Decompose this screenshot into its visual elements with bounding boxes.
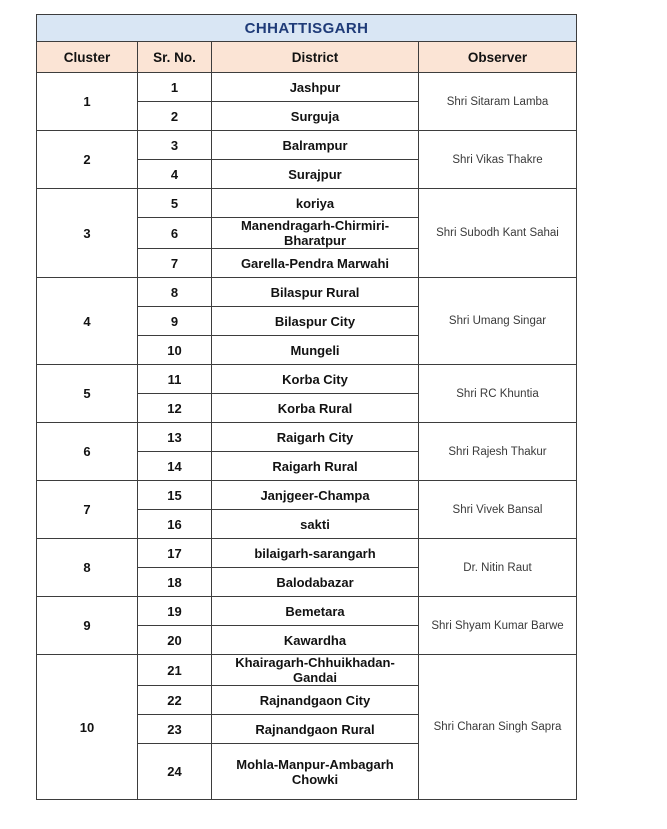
cluster-cell: 3 bbox=[37, 189, 138, 278]
cluster-cell: 1 bbox=[37, 73, 138, 131]
sr-no-cell: 7 bbox=[138, 249, 212, 278]
district-cell: Jashpur bbox=[212, 73, 419, 102]
sr-no-cell: 6 bbox=[138, 218, 212, 249]
sr-no-cell: 12 bbox=[138, 394, 212, 423]
district-cell: Raigarh City bbox=[212, 423, 419, 452]
column-header-sr-no: Sr. No. bbox=[138, 42, 212, 73]
district-cell: Balrampur bbox=[212, 131, 419, 160]
observer-cell: Shri Vivek Bansal bbox=[419, 481, 577, 539]
observer-cell: Shri Rajesh Thakur bbox=[419, 423, 577, 481]
district-cell: Surajpur bbox=[212, 160, 419, 189]
table-row bbox=[37, 189, 577, 218]
table-row bbox=[37, 597, 577, 626]
district-cell: Manendragarh-Chirmiri-Bharatpur bbox=[212, 218, 419, 249]
sr-no-cell: 5 bbox=[138, 189, 212, 218]
observer-cell: Shri Sitaram Lamba bbox=[419, 73, 577, 131]
district-cell: Balodabazar bbox=[212, 568, 419, 597]
observer-cell: Shri Umang Singar bbox=[419, 278, 577, 365]
district-cell: Raigarh Rural bbox=[212, 452, 419, 481]
table-row bbox=[37, 278, 577, 307]
district-cell: Korba City bbox=[212, 365, 419, 394]
sr-no-cell: 1 bbox=[138, 73, 212, 102]
table-title: CHHATTISGARH bbox=[37, 15, 577, 42]
cluster-cell: 5 bbox=[37, 365, 138, 423]
district-cell: bilaigarh-sarangarh bbox=[212, 539, 419, 568]
table-row bbox=[37, 539, 577, 568]
cluster-cell: 8 bbox=[37, 539, 138, 597]
table-row bbox=[37, 423, 577, 452]
cluster-cell: 4 bbox=[37, 278, 138, 365]
table-row bbox=[37, 481, 577, 510]
district-cell: koriya bbox=[212, 189, 419, 218]
district-cell: Mohla-Manpur-Ambagarh Chowki bbox=[212, 744, 419, 800]
sr-no-cell: 10 bbox=[138, 336, 212, 365]
sr-no-cell: 15 bbox=[138, 481, 212, 510]
column-header-observer: Observer bbox=[419, 42, 577, 73]
title-row bbox=[37, 15, 577, 42]
table-row bbox=[37, 655, 577, 686]
cluster-cell: 10 bbox=[37, 655, 138, 800]
district-cell: Kawardha bbox=[212, 626, 419, 655]
district-cell: Rajnandgaon City bbox=[212, 686, 419, 715]
chhattisgarh-observer-table bbox=[36, 14, 577, 800]
sr-no-cell: 24 bbox=[138, 744, 212, 800]
district-cell: Garella-Pendra Marwahi bbox=[212, 249, 419, 278]
sr-no-cell: 23 bbox=[138, 715, 212, 744]
district-cell: sakti bbox=[212, 510, 419, 539]
district-cell: Khairagarh-Chhuikhadan-Gandai bbox=[212, 655, 419, 686]
cluster-cell: 6 bbox=[37, 423, 138, 481]
district-cell: Bilaspur Rural bbox=[212, 278, 419, 307]
table-row bbox=[37, 365, 577, 394]
sr-no-cell: 16 bbox=[138, 510, 212, 539]
sr-no-cell: 22 bbox=[138, 686, 212, 715]
district-cell: Bilaspur City bbox=[212, 307, 419, 336]
sr-no-cell: 3 bbox=[138, 131, 212, 160]
sr-no-cell: 18 bbox=[138, 568, 212, 597]
sr-no-cell: 20 bbox=[138, 626, 212, 655]
district-cell: Mungeli bbox=[212, 336, 419, 365]
sr-no-cell: 11 bbox=[138, 365, 212, 394]
observer-cell: Shri Charan Singh Sapra bbox=[419, 655, 577, 800]
district-cell: Rajnandgaon Rural bbox=[212, 715, 419, 744]
observer-cell: Shri Shyam Kumar Barwe bbox=[419, 597, 577, 655]
column-header-cluster: Cluster bbox=[37, 42, 138, 73]
sr-no-cell: 19 bbox=[138, 597, 212, 626]
sr-no-cell: 21 bbox=[138, 655, 212, 686]
cluster-cell: 2 bbox=[37, 131, 138, 189]
column-header-district: District bbox=[212, 42, 419, 73]
sr-no-cell: 2 bbox=[138, 102, 212, 131]
district-cell: Janjgeer-Champa bbox=[212, 481, 419, 510]
table-row bbox=[37, 131, 577, 160]
sr-no-cell: 4 bbox=[138, 160, 212, 189]
district-cell: Bemetara bbox=[212, 597, 419, 626]
observer-cell: Shri Vikas Thakre bbox=[419, 131, 577, 189]
observer-cell: Dr. Nitin Raut bbox=[419, 539, 577, 597]
district-cell: Surguja bbox=[212, 102, 419, 131]
sr-no-cell: 9 bbox=[138, 307, 212, 336]
observer-cell: Shri Subodh Kant Sahai bbox=[419, 189, 577, 278]
header-row bbox=[37, 42, 577, 73]
sr-no-cell: 13 bbox=[138, 423, 212, 452]
observer-cell: Shri RC Khuntia bbox=[419, 365, 577, 423]
cluster-cell: 9 bbox=[37, 597, 138, 655]
sr-no-cell: 17 bbox=[138, 539, 212, 568]
district-cell: Korba Rural bbox=[212, 394, 419, 423]
table-row bbox=[37, 73, 577, 102]
cluster-cell: 7 bbox=[37, 481, 138, 539]
sr-no-cell: 8 bbox=[138, 278, 212, 307]
sr-no-cell: 14 bbox=[138, 452, 212, 481]
